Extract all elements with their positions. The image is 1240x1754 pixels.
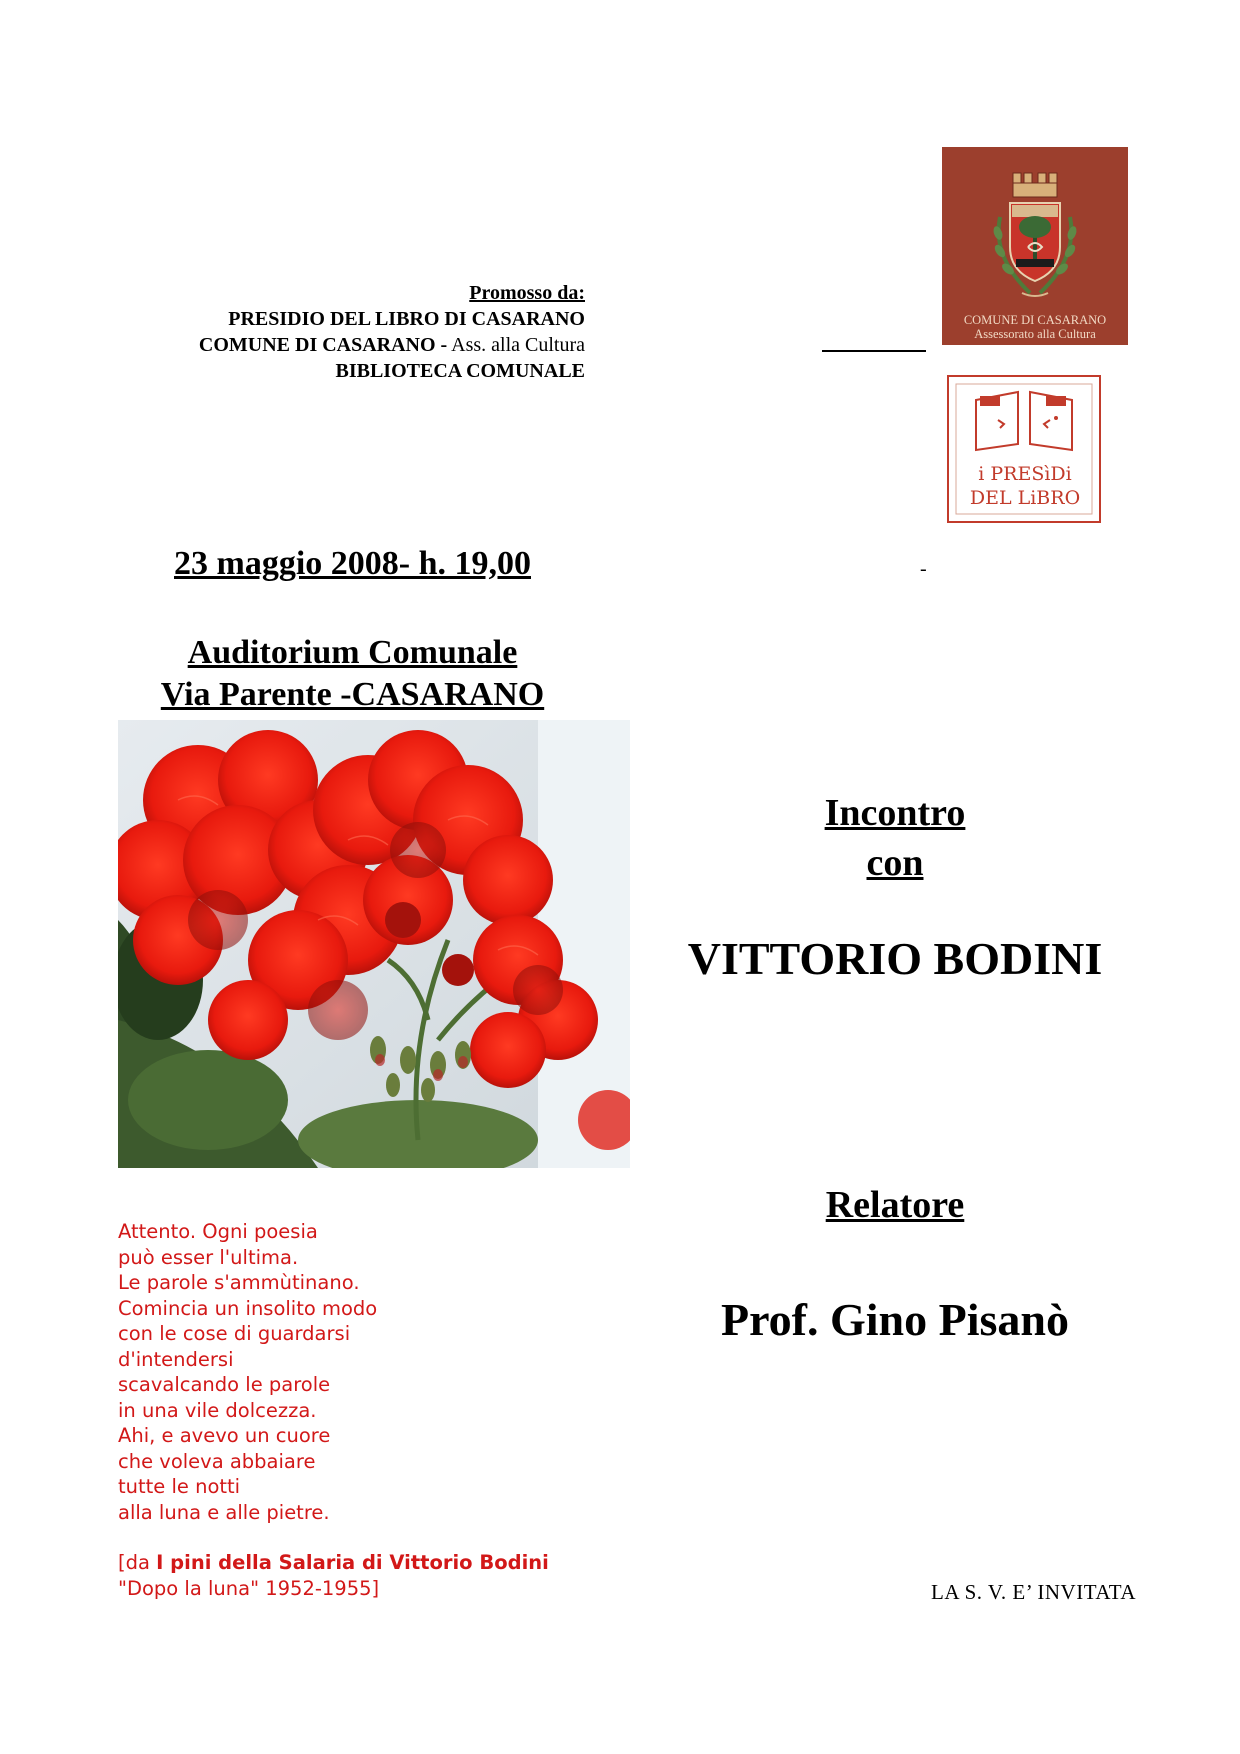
comune-logo-name: COMUNE DI CASARANO — [963, 313, 1107, 327]
poem-line: alla luna e alle pietre. — [118, 1500, 330, 1524]
venue-address: Via Parente -CASARANO — [160, 676, 545, 713]
incontro-label: Incontro — [824, 792, 966, 834]
poem-line: con le cose di guardarsi — [118, 1322, 351, 1345]
comune-logo-subtitle: Assessorato alla Cultura — [974, 327, 1096, 341]
poem-line: scavalcando le parole — [118, 1373, 331, 1396]
stray-dash: - — [920, 558, 927, 580]
poem-line: Comincia un insolito modo — [118, 1296, 378, 1320]
invitation-text: LA S. V. E’ INVITATA — [931, 1580, 1136, 1604]
promoter-line-presidio: PRESIDIO DEL LIBRO DI CASARANO — [228, 308, 585, 330]
poem-line: Ahi, e avevo un cuore — [118, 1424, 331, 1447]
promoter-heading: Promosso da: — [469, 282, 585, 304]
promoter-block — [80, 280, 585, 384]
author-name: VITTORIO BODINI — [687, 933, 1103, 984]
poem-line: tutte le notti — [118, 1475, 241, 1498]
red-geranium-photo — [118, 720, 630, 1168]
poem-line: Le parole s'ammùtinano. — [118, 1271, 360, 1294]
promoter-line-biblioteca: BIBLIOTECA COMUNALE — [335, 360, 585, 382]
poem-line: d'intendersi — [118, 1347, 234, 1371]
poem-line: Attento. Ogni poesia — [118, 1220, 318, 1243]
promoter-comune-name: COMUNE DI CASARANO - — [198, 334, 448, 356]
source-prefix: [da — [118, 1551, 157, 1574]
poem-source — [118, 1550, 618, 1602]
speaker-label: Relatore — [825, 1184, 965, 1226]
poem-line: può esser l'ultima. — [118, 1245, 299, 1269]
promoter-line-comune — [80, 332, 585, 358]
promoter-rule — [822, 350, 926, 352]
source-collection: "Dopo la luna" 1952-1955] — [118, 1577, 380, 1600]
venue-name: Auditorium Comunale — [187, 634, 518, 671]
meeting-heading — [640, 788, 1150, 888]
poem-line: in una vile dolcezza. — [118, 1398, 317, 1422]
presidi-logo-line2: DEL LiBRO — [969, 487, 1081, 509]
event-date-time: 23 maggio 2008- h. 19,00 — [174, 545, 531, 582]
source-title: I pini della Salaria di Vittorio Bodini — [156, 1551, 549, 1574]
event-venue — [100, 632, 605, 716]
speaker-name: Prof. Gino Pisanò — [720, 1294, 1069, 1345]
poem-line: che voleva abbaiare — [118, 1449, 316, 1473]
con-label: con — [866, 842, 924, 884]
poem-excerpt — [118, 1219, 618, 1525]
promoter-assessorato: Ass. alla Cultura — [447, 334, 585, 356]
comune-casarano-logo — [942, 147, 1128, 345]
presidi-del-libro-logo — [946, 374, 1104, 526]
presidi-logo-line1: i PRESìDi — [978, 463, 1072, 485]
